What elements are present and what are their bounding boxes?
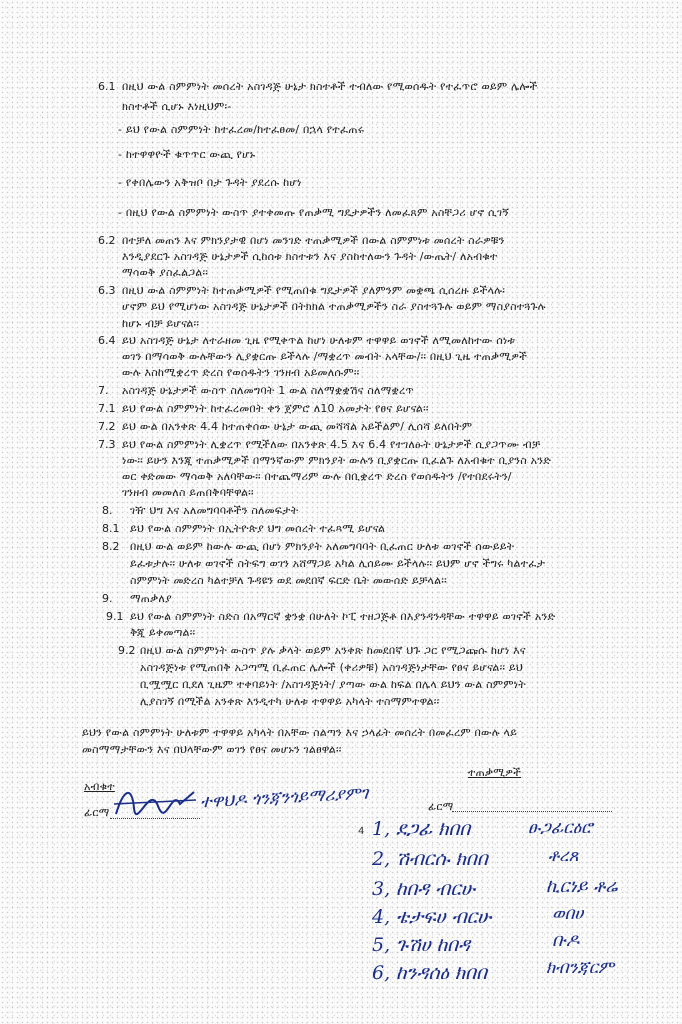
- member-name: ደጋፊ ክበበ: [396, 818, 471, 840]
- clause-number: 6.2: [98, 234, 116, 247]
- member-number: 6,: [372, 962, 391, 984]
- clause-text: ሆኖም ይህ የሚሆነው አስገዳጅ ሁኔታዎች በትክክል ተጠቃሚዎችን ስራ ያስተጓጉሉ ወይም ማስያስተጓጉሉ: [122, 300, 546, 313]
- signature-label: ፊርማ: [428, 800, 454, 813]
- member-signature: ክብንጃርም: [546, 958, 615, 978]
- member-name: ከበዳ ብርሁ: [396, 878, 475, 900]
- signature-label: ፊርማ: [84, 806, 110, 819]
- clause-number: 7.2: [98, 420, 116, 433]
- lender-signature-scribble: [110, 778, 200, 822]
- clause-number: 8.1: [102, 522, 120, 535]
- section-heading: ማጠቃለያ: [130, 592, 172, 605]
- member-signature: ፁጋፊርዕሮ: [528, 818, 593, 838]
- clause-text: ውሉ እስከሚቋረጥ ድረስ የወሰዱትን ገንዘብ አይመለሱም፡፡: [122, 366, 360, 379]
- clause-text: ከሆኑ ብቻ ይሆናል፡፡: [122, 317, 200, 330]
- member-signature: ወበሀ: [552, 904, 584, 924]
- clause-text: በዚህ ውል ስምምነት ውስጥ ያሉ ቃላት ወይም አንቀጽ ከመደበኛ ህጉ ጋር የሚጋጩሱ ከሆነ እና: [140, 644, 526, 657]
- member-name: ጉሽሀ ከበዳ: [396, 934, 470, 956]
- clause-text: ስምምነት መድረስ ካልተቻለ ጉዳዩን ወደ መደበኛ ፍርድ ቤት መውሰድ ይቻላል፡፡: [130, 574, 447, 587]
- clause-text: በዚህ ውል ወይም ከውሉ ውጪ በሆነ ምክንያት አለመግባባት ቢፈጠር ሁለቱ ወገኖች ሰውይይት: [130, 540, 515, 553]
- section-heading: ገዥ ህግ እና አለመግባባቶችን ስለመፍታት: [130, 504, 299, 517]
- bullet-item: - ከተዋዋዮች ቁጥጥር ውጪ የሆኑ: [118, 148, 256, 161]
- clause-text: ይህ የውል ስምምነት በኢትዮጵያ ህግ መሰረት ተፈጻሚ ይሆናል: [130, 522, 386, 535]
- clause-text: ይህ አስገዳጅ ሁኔታ ለተራዘመ ጊዜ የሚቀጥል ከሆነ ሁለቱም ተዋዋይ ወገኖች ለሚመለከተው ሰነቱ: [122, 334, 516, 347]
- clause-text: ይህ ውል በአንቀጽ 4.4 ከተጠቀሰው ሁኔታ ውጪ መሻሻል አይችልም/ ሊሰሻ ይለበትም: [122, 420, 473, 433]
- clause-text: በዚህ ውል ስምምነት መሰረት አስገዳጅ ሁኔታ ክስተቶች ተብለው የሚወሰዱት የተፈጥሮ ወይም ሌሎች: [122, 80, 538, 93]
- clause-text: ይህ የውል ስምምነት ስድስ በአማርኛ ቋንቋ በሁለት ኮፒ ተዘጋጅቶ በእያንዳንዳቸው ተዋዋይ ወገኖች አንድ: [130, 610, 556, 623]
- member-number: 1,: [372, 818, 391, 840]
- section-heading: አስገዳጅ ሁኔታዎች ውስጥ ስለመግባት 1 ውል ስለማቋቋሽና ስለማቋረጥ: [122, 384, 414, 397]
- clause-text: ይፈቱታሉ፡፡ ሁለቱ ወገኖች ስትፍግ ወገን አሸማጋይ አካል ሊሰይሙ ይችላሉ፡፡ ይህም ሆኖ ችግሩ ካልተፈታ: [130, 557, 546, 570]
- page-number: 4: [358, 826, 365, 837]
- member-name: ሽብርሱ ክበበ: [396, 848, 488, 870]
- clause-text: ይህ የውል ስምምነት ሊቋረጥ የሚችለው በአንቀጽ 4.5 እና 6.4 የተገለፁት ሁኔታዎች ሲያጋጥሙ ብቻ: [122, 438, 541, 451]
- clause-number: 7.3: [98, 438, 116, 451]
- member-number: 2,: [372, 848, 391, 870]
- member-signature: ቶረጸ: [548, 846, 579, 866]
- section-number: 8.: [102, 504, 113, 517]
- clause-number: 6.3: [98, 284, 116, 297]
- member-number: 5,: [372, 934, 391, 956]
- bullet-item: - ይህ የውል ስምምነት ከተፈረመ/ከተፈፀመ/ በኋላ የተፈጠሩ: [118, 123, 365, 136]
- clause-text: ሊያስገኝ በሚችል አንቀጽ እንዲተካ ሁለቱ ተዋዋይ አካላት ተስማምተዋል፡፡: [140, 695, 440, 708]
- clause-number: 7.1: [98, 402, 116, 415]
- clause-text: ክስተቶች ሲሆኑ እነዚህም፡-: [122, 100, 232, 113]
- clause-text: ነው፡፡ ይሁን እንጂ ተጠቃሚዎች በማንኛውም ምክንያት ውሉን ቢያቋርጡ ቢፈልጉ ለአብቁተ ቢያንስ አንድ: [122, 454, 552, 467]
- clause-text: ወገን በማሳወቅ ውሉቸውን ሊያቋርጡ ይችላሉ /ማቋረጥ መብት አላቸው/፡፡ በዚህ ጊዜ ተጠቃሚዎች: [122, 350, 528, 363]
- clause-text: በዚህ ውል ስምምነት ከተጠቃሚዎች የሚጠበቁ ግዴታዎች ያለምንም መቋጫ ሲሰረዙ ይችላሉ፡: [122, 284, 506, 297]
- clause-number: 9.1: [106, 610, 124, 623]
- section-number: 9.: [102, 592, 113, 605]
- clause-text: ገንዘብ መመለስ ይጠበቅባቸዋል፡፡: [122, 486, 254, 499]
- member-signature: ኪርነይ ቶሬ: [546, 876, 618, 897]
- clause-number: 9.2: [118, 644, 136, 657]
- clause-number: 8.2: [102, 540, 120, 553]
- clause-text: አስገዳጅነቱ የሚጠበቅ አጋጣሚ ቢፈጠር ሌሎች (ቀሪዎቹ) አስገዳጅነታቸው የፀና ይሆናል፡፡ ይህ: [140, 661, 524, 674]
- member-name: ከንዳሰዕ ክበበ: [396, 962, 487, 984]
- clause-text: ቅጂ ይቀመጣል፡፡: [130, 626, 196, 639]
- member-number: 3,: [372, 878, 391, 900]
- member-signature: ቡዶ: [552, 930, 580, 951]
- closing-text: መስማማታቸውን እና በህላቸውም ወገን የፀና መሆኑን ገልፀዋል፡፡: [82, 743, 342, 756]
- party-title-beneficiaries: ተጠቃሚዎች: [468, 766, 522, 779]
- clause-text: ቢሟሟር ቢደለ ጊዜም ተቀባይነት /አስገዳጅነት/ ያጣው ውል ከፍል በሌላ ይህን ውል ስምምነት: [140, 678, 526, 691]
- clause-number: 6.1: [98, 80, 116, 93]
- party-title-lender: አብቁተ: [84, 780, 115, 793]
- bullet-item: - በዚህ የውል ስምምነት ውስጥ ያተቀመጡ የጠቃሚ ግዴታዎችን ለመፈጸም አስቸጋሪ ሆኖ ሲገኝ: [118, 206, 510, 219]
- lender-handwritten-name: ተዋህዶ ጎንጃንጎይማሪያምገ: [199, 783, 369, 813]
- clause-number: 6.4: [98, 334, 116, 347]
- clause-text: እንዲያደርጉ አስገዳጅ ሁኔታዎች ሲከሰቱ ክስተቱን እና ያስከተለውን ጉዳት /ውጤት/ ለአብቁተ: [122, 250, 498, 263]
- clause-text: ማሳወቅ ያስፈልጋል፡፡: [122, 266, 209, 279]
- clause-text: ይህ የውል ስምምነት ከተፈረመበት ቀን ጀምሮ ለ10 አመታት የፀና ይሆናል፡፡: [122, 402, 429, 415]
- section-number: 7.: [98, 384, 109, 397]
- clause-text: ወር ቀድመው ማሳወቅ አለባቸው፡፡ በተጨማሪም ውሉ በቢቋረጥ ድረስ የወሰዱትን /የተበደሩትን/: [122, 470, 512, 483]
- clause-text: በተቻለ መጠን እና ምክንያታዊ በሆነ መንገድ ተጠቃሚዎች በውል ስምምነቱ መሰረት ስራዎቹን: [122, 234, 505, 247]
- member-number: 4,: [372, 906, 391, 928]
- member-name: ቴታፍሀ ብርሁ: [396, 906, 492, 928]
- closing-text: ይህን የውል ስምምነት ሁለቱም ተዋዋይ አካላት በአቸው ስልጣን እና ኃላፊት መሰረት በመፈረም በውሉ ላይ: [82, 726, 518, 739]
- signature-line: [452, 811, 612, 812]
- bullet-item: - የቀበሌውን አቅዝቦ በታ ጉዳት ያደረሱ ከሆነ: [118, 176, 302, 189]
